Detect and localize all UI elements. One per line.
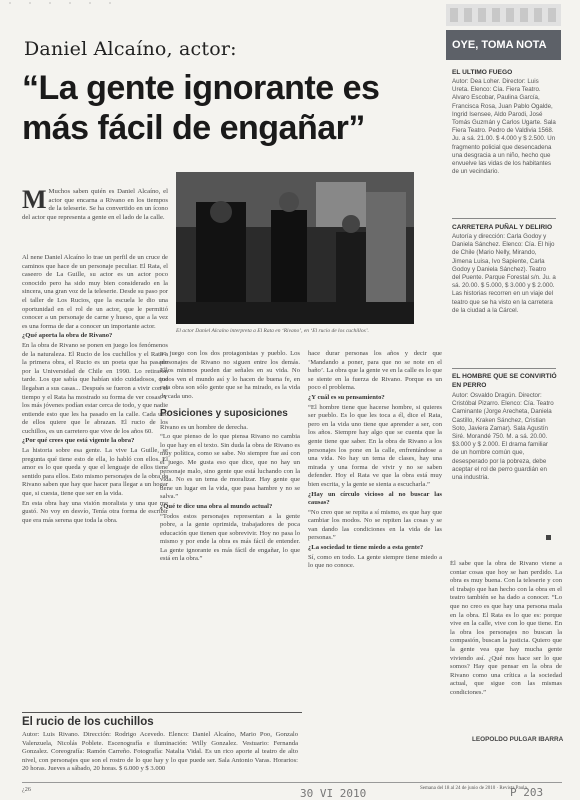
sidebar-item-text: Autor: Dea Loher. Director: Luis Ureta. Elenco: Cía. Fiera Teatro. Alvaro Escobar, Paulina García, Francisca Rosa, Juan Pablo Ogalde, Ingrid Isensee, Aldo Parodi, José Tomás Guzmán y Carlos Ugarte. Sala Fiera Teatro. Pedro de Valdivia 1568. Ju. a sá. 21.00. $ 4.000 y $ 2.500. Un fragmento policial que desencadena una desgracia a un niño, hecho que envuelve las vidas de los habitantes de un vecindario. — [452, 78, 556, 176]
page-number: ¿26 — [22, 786, 31, 793]
section-credits — [22, 731, 298, 779]
paragraph: “No creo que se repita a sí mismo, es que hay que cambiar los modos. No se repiten las cosas y se van dando las condiciones en la vida de las personas.” — [308, 508, 442, 542]
column-2 — [160, 350, 300, 740]
sidebar-item-title: EL HOMBRE QUE SE CONVIRTIÓ EN PERRO — [452, 373, 557, 389]
sidebar-item-text: Autor: Osvaldo Dragún. Director: Cristóbal Pizarro. Elenco: Cía. Teatro Caminante (Jorge Arecheta, Daniela Castillo, Kraken Sánchez, Cristian Soto, Javiera Zamar). Sala Agustín Siré. Morandé 750. M. a sá. 20.00. $3.000 y $ 2.000. El drama familiar de un hombre común que, desesperado por la pobreza, debe aceptar el rol de perro guardián en una industria. — [452, 392, 554, 482]
sidebar-divider — [452, 368, 556, 369]
paragraph: La historia sobre esa gente. La vive La Guille, se pregunta qué tiene esto de ella, lo habló con ellos. El amor es lo que queda y que el lenguaje de ellos tiene sentido para ellos. Esto mismo personajes de la obra de Rivano saben que hay que hacer para llegar a un hogar que, si cuesta, tiene que ser en la vida. — [22, 447, 168, 498]
intro-text: Muchos saben quién es Daniel Alcaíno, el actor que encarna a Rivano en los tiempos de la teleserie. Se ha convertido en un ícono del actor que representa a gente en el lado de la calle. — [22, 188, 168, 221]
sidebar-item-text: Autoría y dirección: Carla Godoy y Daniela Sánchez. Elenco: Cía. El hijo de Chile (Mario Nelly, Mirando, Jimena Luisa, Ivo Sapiente, Carla Godoy y Daniela Sánchez). Teatro del Puente. Parque Forestal s/n. Ju. a sá. 20.00. $ 5.000, $ 3.000 y $ 2.000. Las historias recorren en un viaje del teatro que se ha visto en la carretera de la ciudad a la Cárcel. — [452, 233, 556, 314]
question: ¿Por qué crees que está vigente la obra? — [22, 437, 135, 445]
paragraph: “Todos estos personajes representan a la gente pobre, a la gente oprimida, trabajadores de poca educación que tienen que sobrevivir. Hoy no pasa lo mismo y por ende la obra es más fácil de entender. La gente ignorante es más fácil de engañar, lo que está en la obra.” — [160, 512, 300, 563]
stage-photo-image — [176, 172, 414, 324]
question: ¿Hay un círculo vicioso al no buscar las causas? — [308, 490, 442, 507]
question: ¿La sociedad te tiene miedo a esta gente? — [308, 544, 424, 552]
footer-rule — [22, 782, 562, 783]
question: ¿Qué aporta la obra de Rivano? — [22, 332, 113, 340]
paragraph: En la obra de Rivano se ponen en juego los fenómenos de la naturaleza. El Rucio de los cuchillos y el Rata a la primera obra, el Rucio es un poeta que ha pasado por la Universidad de Chile en 1990. Lo retiraron tarde. Los que sabía que habían sido cuidadosos, que llegaban a sus casas... Después se fueron a vivir con el tiempo y el Rata ha mostrado su forma de ver cosas. Y los más jóvenes podían estar cerca de todo, y que nadie entiende esto que les ha pasado en la calle. Cada uno de ellos quiere que le abrazan. El rucio de los cuchillos, es un carretero que vive de los años 60. — [22, 341, 168, 435]
paragraph: Al nene Daniel Alcaíno lo trae un perfil de un cruce de caminos que hace de un personaje peculiar. El Rata, el caseero de La Guille, su actor es un actor poco conocido pero ha sido muy bien considerado en la sincera, una gran voz de la teleserie. Desde su paso por el taller de Los Rucios, que la escuela le dio una oportunidad en el rol de un actor, que le permitió conocer a un personaje de carne y hueso, que a la vez es una forma de dar a conocer un importante actor. — [22, 254, 168, 330]
paragraph: “Lo que pienso de lo que piensa Rivano no cambia lo que hay en el texto. Sin duda la obra de Rivano es muy política, como se sabe. No siempre fue así con el juego. Me gusta eso que dice, que no hay un personaje malo, sino gente que está luchando con la vida. No es un tema de moralizar. Hay gente que tiene un lugar en la vida, que pasa hambre y no se salva.” — [160, 433, 300, 501]
article-intro — [22, 188, 168, 228]
credits-text: Autor: Luis Rivano. Dirección: Rodrigo Acevedo. Elenco: Daniel Alcaíno, Mario Poo, Gonzalo Valenzuela, Nicolás Poblete. Escenografía e iluminación: Willy Gonzalez. Vestuario: Fernanda Gonzalez. Coreografía: Ramón Carreño. Fotografía: Natalia Vidal. Es un rico aporte al teatro de alto nivel, con personajes que son el rostro de lo que hay y lo que puede ser. Sala Antonio Varas. Horarios: 20 horas. Jueves a sábado, 20 horas. $ 6.000 y $ 3.000 — [22, 731, 298, 773]
photo-caption: El actor Daniel Alcaíno interpreta a El Rata en ‘Rivano’, en ‘El rucio de los cuchillos’. — [176, 328, 369, 334]
handwritten-date: 30 VI 2010 — [300, 787, 367, 800]
sidebar-panel — [446, 30, 564, 770]
paragraph: “El hombre tiene que hacerse hombre, si quieres ser pueblo. Es lo que les toca a él, dice el Rata, pero en la vida uno tiene que aprender a ser, con los años. Siempre hay algo que se cuenta que la gente tiene que saber. En la obra de Rivano a los personajes los pone en la calle, enfrentándose a una vida. No hay un tema de clases, hay una mirada y una forma de vivir y no se saben defender. Hoy el Rata ve que la obra está muy bien escrita, y la gente se sienta a escucharla.” — [308, 403, 442, 488]
sidebar-top-pattern — [446, 4, 561, 26]
sidebar-item-title: EL ULTIMO FUEGO — [452, 69, 513, 76]
publication-info: Semana del 18 al 24 de junio de 2010 · Revista Paula — [420, 786, 527, 791]
section-rule — [22, 712, 302, 713]
paragraph: hace durar personas los años y decir que ‘Mandando a poner, para que no se note en el baño’. La obra que la gente ve en la calle es lo que se siente en la fuerza de Rivano. Porque es un poco el problema. — [308, 350, 442, 392]
sidebar-header: OYE, TOMA NOTA — [446, 30, 561, 60]
paragraph: no juego con los dos protagonistas y pueblo. Los personajes de Rivano no siguen entre los demás. Ellos mismos pueden dar señales en su vida. No todos ven el mundo así y lo hacen de buena fe, en esta obra son sólo gente que se ha mirado, es la vida de cada uno. — [160, 350, 300, 400]
sidebar-divider — [452, 218, 556, 219]
section-title: El rucio de los cuchillos — [22, 716, 154, 728]
paragraph: En esta obra hay una visión moralista y una que me gustó. No voy en desvío, Tenía otra forma de escribir que era más serena que toda la obra. — [22, 499, 168, 524]
end-mark-icon — [546, 535, 551, 540]
paragraph: Sí, como en todo. La gente siempre tiene miedo a lo que no conoce. — [308, 553, 442, 570]
paragraph: Rivano es un hombre de derecha. — [160, 423, 248, 431]
question: ¿Y cuál es su pensamiento? — [308, 393, 385, 401]
column-3 — [308, 350, 442, 735]
article-kicker: Daniel Alcaíno, actor: — [24, 38, 237, 60]
handwritten-code: P 203 — [510, 786, 544, 799]
article-photo — [176, 172, 414, 324]
subsection-heading: Posiciones y suposiciones — [160, 407, 288, 419]
article-headline: “La gente ignorante es más fácil de engañar” — [22, 69, 380, 147]
paragraph: Él sabe que la obra de Rivano viene a contar cosas que hoy se han perdido. La obra es muy buena. Con la teleserie y con el trabajo que han hecho con la obra en el teatro también se ha dado a conocer. “Lo que no creo es que hay una persona mala en la obra. El Rata es lo que es: porque vive en la calle, vive con lo que tiene. En la obra los personajes no buscan la compasión, buscan la justicia. Quiero que la gente vea que hay mucha gente viviendo así. ¿Qué nos hace ser lo que somos? Hay que pensar en la obra de Rivano como una crítica a la sociedad actual, que sigue con las mismas condiciones.” — [450, 560, 562, 696]
drop-cap: M — [22, 188, 47, 214]
question: ¿Qué te dice una obra al mundo actual? — [160, 502, 273, 510]
column-1 — [22, 254, 168, 714]
sidebar-item-title: CARRETERA PUÑAL Y DELIRIO — [452, 224, 553, 231]
author-signature: LEOPOLDO PULGAR IBARRA — [472, 736, 564, 743]
